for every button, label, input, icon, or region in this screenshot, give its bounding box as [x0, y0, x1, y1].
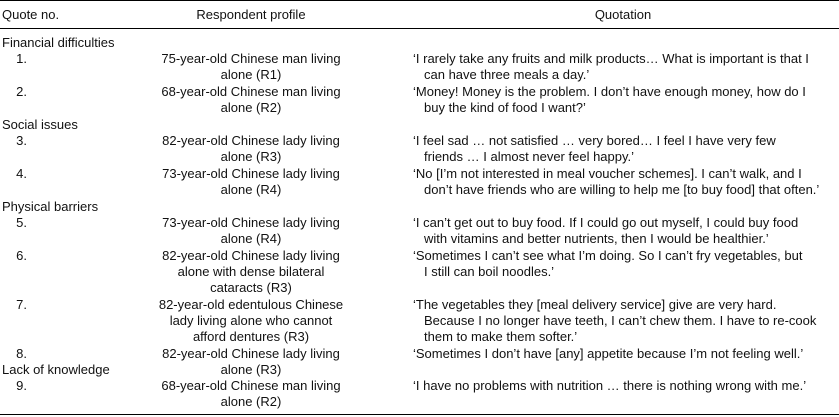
section-title: Physical barriers — [2, 199, 99, 214]
profile-line: 68-year-old Chinese man living — [161, 84, 341, 99]
quote-number: 4. — [16, 166, 27, 181]
section-title: Lack of knowledge — [2, 362, 110, 377]
profile-line: 75-year-old Chinese man living — [161, 51, 341, 66]
quote-line: ‘No [I’m not interested in meal voucher schemes]. I can’t walk, and I — [413, 166, 802, 181]
section-title: Social issues — [2, 117, 78, 132]
profile-line: 82-year-old edentulous Chinese — [158, 297, 344, 312]
quote-line: ‘Sometimes I can’t see what I’m doing. So I can’t fry vegetables, but — [413, 248, 803, 263]
quote-line: them to make them softer.’ — [424, 329, 578, 344]
quote-number: 6. — [16, 248, 27, 263]
quote-line: Because I no longer have teeth, I can’t chew them. I have to re-cook — [424, 313, 817, 328]
quote-line: ‘The vegetables they [meal delivery service] give are very hard. — [413, 297, 777, 312]
profile-line: cataracts (R3) — [210, 280, 292, 295]
quote-number: 1. — [16, 51, 27, 66]
header-rule — [0, 28, 839, 29]
profile-line: 73-year-old Chinese lady living — [162, 215, 340, 230]
quote-line: don’t have friends who are willing to help me [to buy food] that often.’ — [424, 182, 820, 197]
quote-line: can have three meals a day.’ — [424, 67, 590, 82]
profile-line: alone (R1) — [220, 67, 282, 82]
quote-number: 2. — [16, 84, 27, 99]
header-quote-no: Quote no. — [2, 7, 60, 22]
quote-line: ‘I rarely take any fruits and milk products… What is important is that I — [413, 51, 809, 66]
header-quotation: Quotation — [594, 7, 652, 22]
profile-line: alone (R3) — [220, 149, 282, 164]
section-title: Financial difficulties — [2, 35, 115, 50]
top-rule — [0, 0, 839, 1]
profile-line: alone with dense bilateral — [177, 264, 325, 279]
quote-line: ‘I can’t get out to buy food. If I could go out myself, I could buy food — [413, 215, 799, 230]
profile-line: afford dentures (R3) — [192, 329, 310, 344]
quote-number: 5. — [16, 215, 27, 230]
profile-line: alone (R2) — [220, 394, 282, 409]
profile-line: 82-year-old Chinese lady living — [162, 346, 340, 361]
quote-line: ‘Sometimes I don’t have [any] appetite because I’m not feeling well.’ — [413, 346, 804, 361]
profile-line: 82-year-old Chinese lady living — [162, 133, 340, 148]
profile-line: 68-year-old Chinese man living — [161, 378, 341, 393]
profile-line: alone (R3) — [220, 362, 282, 377]
quote-line: ‘I feel sad … not satisfied … very bored… I feel I have very few — [413, 133, 776, 148]
bottom-rule — [0, 414, 839, 415]
quote-line: ‘I have no problems with nutrition … there is nothing wrong with me.’ — [413, 378, 807, 393]
quote-line: I still can boil noodles.’ — [424, 264, 555, 279]
profile-line: alone (R2) — [220, 100, 282, 115]
quote-line: buy the kind of food I want?’ — [424, 100, 586, 115]
quote-number: 8. — [16, 346, 27, 361]
profile-line: 73-year-old Chinese lady living — [162, 166, 340, 181]
quote-number: 9. — [16, 378, 27, 393]
profile-line: alone (R4) — [220, 182, 282, 197]
profile-line: alone (R4) — [220, 231, 282, 246]
quote-line: friends … I almost never feel happy.’ — [424, 149, 635, 164]
quote-number: 7. — [16, 297, 27, 312]
quote-number: 3. — [16, 133, 27, 148]
profile-line: lady living alone who cannot — [169, 313, 333, 328]
quote-line: ‘Money! Money is the problem. I don’t have enough money, how do I — [413, 84, 806, 99]
header-respondent-profile: Respondent profile — [196, 7, 306, 22]
quote-line: with vitamins and better nutrients, then I would be healthier.’ — [424, 231, 769, 246]
profile-line: 82-year-old Chinese lady living — [162, 248, 340, 263]
